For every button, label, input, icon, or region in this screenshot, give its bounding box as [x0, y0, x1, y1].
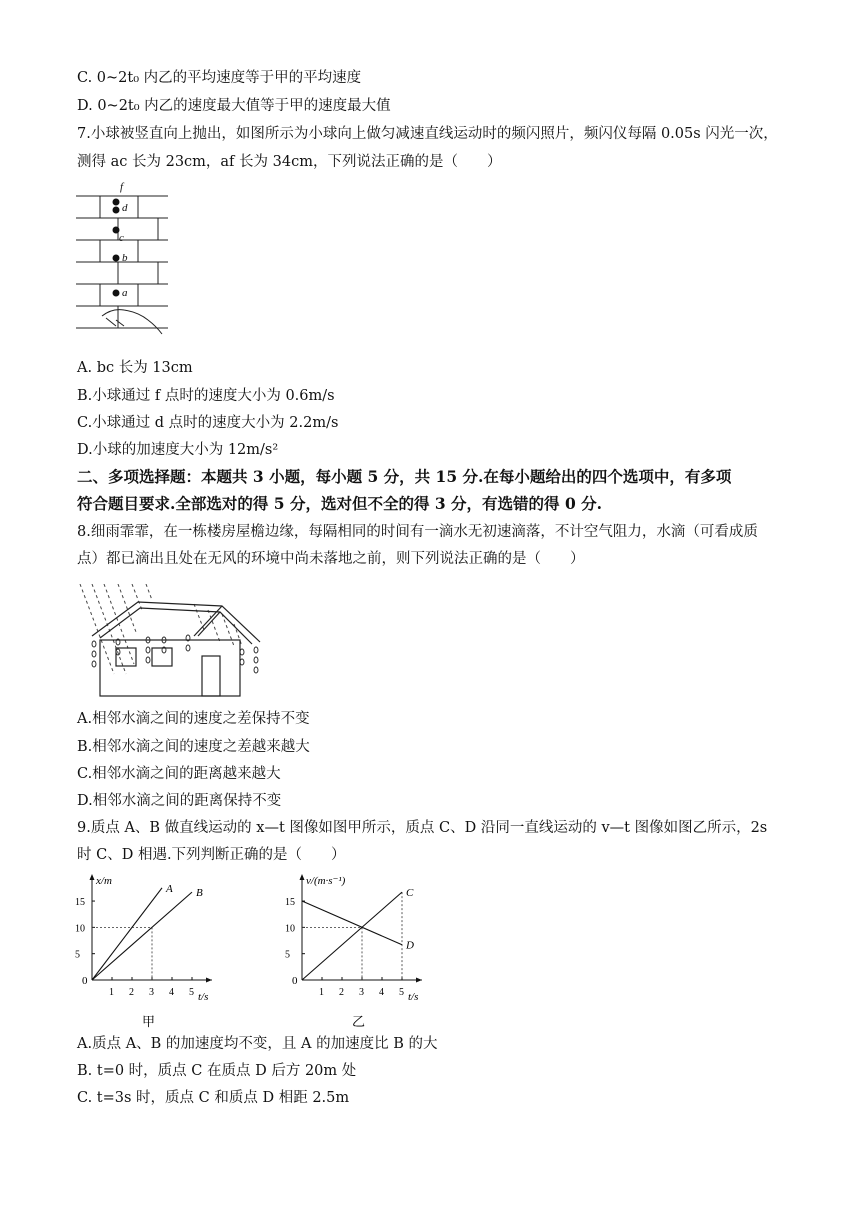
y-tick-label: 15	[75, 897, 85, 909]
y-tick-label: 5	[75, 949, 80, 961]
q7-stem-line2: 测得 ac 长为 23cm，af 长为 34cm，下列说法正确的是（ ）	[77, 154, 502, 170]
x-tick-label: 5	[399, 987, 404, 998]
q8-option-a: A.相邻水滴之间的速度之差保持不变	[77, 711, 310, 727]
series-line-C	[302, 892, 402, 980]
y-tick-label: 10	[75, 923, 85, 935]
q8-stem-line1: 8.细雨霏霏，在一栋楼房屋檐边缘，每隔相同的时间有一滴水无初速滴落，不计空气阻力，水滴（可看成质	[77, 524, 758, 540]
q8-stem-line2: 点）都已滴出且处在无风的环境中尚未落地之前，则下列说法正确的是（ ）	[77, 551, 585, 567]
y-axis-label: v/(m·s⁻¹)	[306, 875, 346, 887]
y-tick-label: 10	[285, 923, 295, 935]
label-a: a	[122, 287, 128, 299]
x-tick-label: 5	[189, 987, 194, 998]
q6-option-d: D. 0~2t₀ 内乙的速度最大值等于甲的速度最大值	[77, 98, 391, 114]
y-tick-label: 5	[285, 949, 290, 961]
x-tick-label: 3	[359, 987, 364, 998]
x-axis-arrow	[206, 978, 212, 983]
series-label-D: D	[406, 939, 414, 952]
q9-stem-line1: 9.质点 A、B 做直线运动的 x—t 图像如图甲所示，质点 C、D 沿同一直线运动的 v—t 图像如图乙所示，2s	[77, 820, 768, 836]
x-axis-label: t/s	[198, 991, 209, 1003]
q7-option-c: C.小球通过 d 点时的速度大小为 2.2m/s	[77, 415, 339, 431]
origin-label: 0	[292, 975, 298, 987]
series-label-A: A	[166, 882, 173, 895]
q6-option-c: C. 0~2t₀ 内乙的平均速度等于甲的平均速度	[77, 70, 362, 86]
y-tick-label: 15	[285, 897, 295, 909]
label-d: d	[122, 202, 128, 214]
rain-house-figure	[74, 584, 264, 699]
q9-option-a: A.质点 A、B 的加速度均不变，且 A 的加速度比 B 的大	[77, 1036, 438, 1052]
x-tick-label: 1	[109, 987, 114, 998]
x-tick-label: 3	[149, 987, 154, 998]
section2-heading-line2: 符合题目要求.全部选对的得 5 分，选对但不全的得 3 分，有选错的得 0 分.	[77, 494, 603, 513]
y-axis-arrow	[300, 874, 305, 880]
chart-caption: 乙	[352, 1014, 366, 1029]
q7-stem-line1: 7.小球被竖直向上抛出，如图所示为小球向上做匀减速直线运动时的频闪照片，频闪仪每隔 0.05s 闪光一次，	[77, 126, 778, 142]
series-label-C: C	[406, 887, 414, 900]
origin-label: 0	[82, 975, 88, 987]
x-axis-label: t/s	[408, 991, 419, 1003]
x-axis-arrow	[416, 978, 422, 983]
xt-chart-jia	[70, 868, 220, 1032]
series-line-B	[92, 892, 192, 980]
vt-chart-yi	[280, 868, 430, 1032]
strobe-photo-figure	[72, 178, 182, 338]
label-c: c	[119, 232, 124, 244]
y-axis-arrow	[90, 874, 95, 880]
x-tick-label: 4	[379, 987, 384, 998]
x-tick-label: 4	[169, 987, 174, 998]
x-tick-label: 2	[129, 987, 134, 998]
label-b: b	[122, 252, 128, 264]
q9-stem-line2: 时 C、D 相遇.下列判断正确的是（ ）	[77, 847, 346, 863]
label-f: f	[120, 181, 124, 193]
x-tick-label: 2	[339, 987, 344, 998]
q9-option-b: B. t=0 时，质点 C 在质点 D 后方 20m 处	[77, 1063, 357, 1079]
section2-heading-line1: 二、多项选择题：本题共 3 小题，每小题 5 分，共 15 分.在每小题给出的四个选项中，有多项	[77, 467, 732, 486]
series-label-B: B	[196, 887, 203, 900]
x-tick-label: 1	[319, 987, 324, 998]
q7-option-b: B.小球通过 f 点时的速度大小为 0.6m/s	[77, 388, 335, 404]
q9-option-c: C. t=3s 时，质点 C 和质点 D 相距 2.5m	[77, 1090, 350, 1106]
series-line-D	[302, 901, 402, 945]
q8-option-b: B.相邻水滴之间的速度之差越来越大	[77, 739, 310, 755]
q8-option-c: C.相邻水滴之间的距离越来越大	[77, 766, 281, 782]
y-axis-label: x/m	[96, 875, 112, 887]
q7-option-a: A. bc 长为 13cm	[77, 360, 193, 376]
q8-option-d: D.相邻水滴之间的距离保持不变	[77, 793, 282, 809]
q7-option-d: D.小球的加速度大小为 12m/s²	[77, 442, 279, 458]
series-line-A	[92, 888, 162, 980]
chart-caption: 甲	[142, 1014, 156, 1029]
